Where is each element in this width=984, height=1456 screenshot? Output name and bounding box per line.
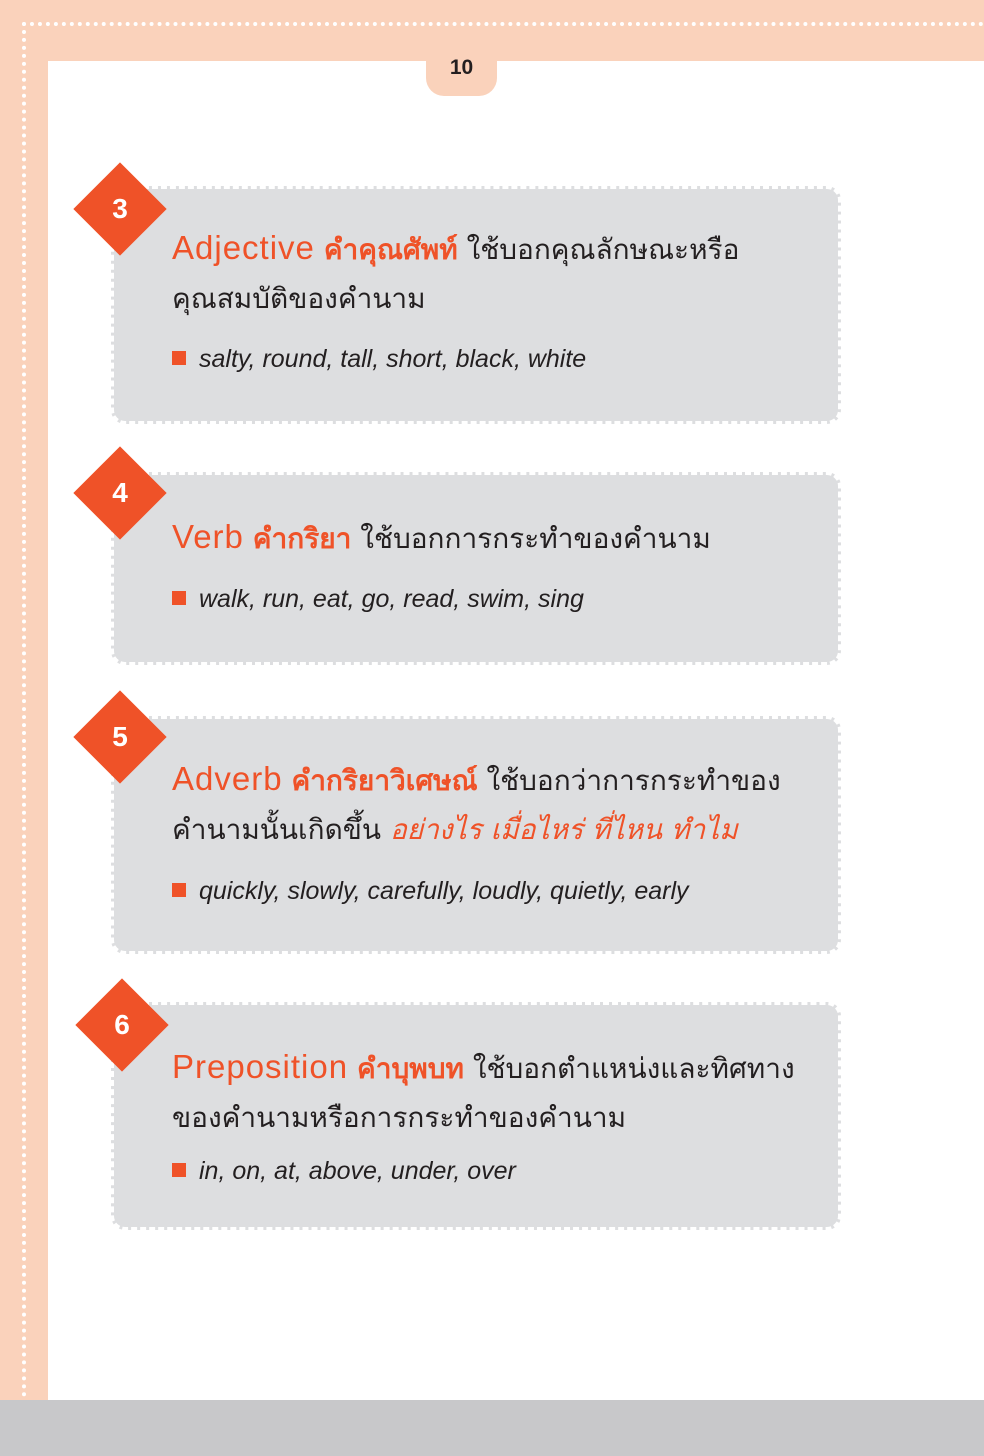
bullet-icon [172, 591, 186, 605]
card-description [172, 754, 810, 854]
examples-text: walk, run, eat, go, read, swim, sing [199, 585, 584, 613]
definition-text: ใช้บอกคุณลักษณะหรือคุณสมบัติของคำนาม [172, 233, 740, 315]
term-thai: คำบุพบท [357, 1052, 464, 1085]
term-english: Adverb [172, 760, 283, 797]
left-dotted-border [22, 22, 26, 1406]
card-adjective [111, 186, 841, 424]
page-number: 10 [449, 56, 474, 79]
card-verb [111, 472, 841, 665]
term-thai: คำกริยาวิเศษณ์ [291, 764, 478, 797]
example-list [172, 345, 818, 374]
term-english: Preposition [172, 1048, 349, 1085]
card-description [172, 512, 810, 563]
card-number: 4 [112, 477, 128, 508]
examples-text: quickly, slowly, carefully, loudly, quietly, early [199, 877, 689, 905]
example-list [172, 877, 818, 906]
card-preposition [111, 1002, 841, 1230]
term-thai: คำคุณศัพท์ [323, 233, 458, 266]
example-list [172, 1157, 818, 1186]
definition-text: ใช้บอกตำแหน่งและทิศทางของคำนามหรือการกระทำของคำนาม [172, 1052, 795, 1134]
card-description [172, 1042, 810, 1142]
term-thai: คำกริยา [252, 522, 352, 555]
bottom-strip [0, 1400, 984, 1456]
bullet-icon [172, 1163, 186, 1177]
term-english: Adjective [172, 229, 315, 266]
card-adverb [111, 716, 841, 954]
definition-highlight: อย่างไร เมื่อไหร่ ที่ไหน ทำไม [389, 813, 738, 846]
definition-text: ใช้บอกการกระทำของคำนาม [360, 522, 711, 555]
top-dotted-border [22, 22, 984, 26]
example-list [172, 585, 818, 614]
card-number: 5 [112, 721, 128, 752]
card-description [172, 223, 810, 323]
card-number: 6 [114, 1009, 130, 1040]
page-number-tab [426, 44, 497, 96]
term-english: Verb [172, 518, 244, 555]
examples-text: salty, round, tall, short, black, white [199, 345, 587, 373]
bullet-icon [172, 351, 186, 365]
definition-text: ใช้บอกว่าการกระทำของคำนามนั้นเกิดขึ้น [172, 764, 781, 846]
card-number: 3 [112, 193, 128, 224]
bullet-icon [172, 883, 186, 897]
examples-text: in, on, at, above, under, over [199, 1157, 516, 1185]
